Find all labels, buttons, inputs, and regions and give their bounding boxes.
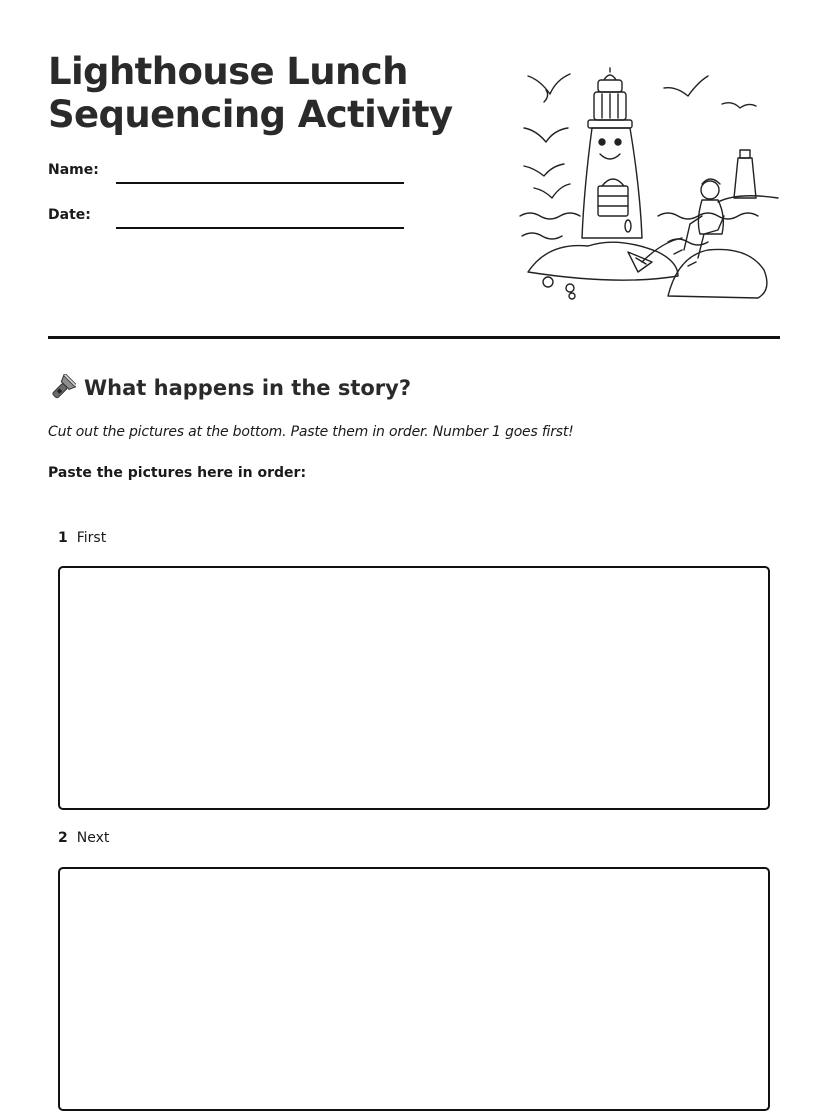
section-heading <box>48 372 411 404</box>
date-write-line[interactable] <box>116 227 404 229</box>
name-field[interactable] <box>48 160 404 190</box>
instructions: Cut out the pictures at the bottom. Paste them in order. Number 1 goes first! <box>48 424 574 440</box>
paste-box-1[interactable] <box>58 566 770 810</box>
rocks <box>528 242 767 299</box>
paste-box-2[interactable] <box>58 867 770 1111</box>
title-line-2: Sequencing Activity <box>48 93 453 136</box>
header-divider <box>48 336 780 339</box>
name-write-line[interactable] <box>116 182 404 184</box>
seagull-icon <box>524 74 756 198</box>
step-text: First <box>76 530 107 546</box>
lighthouse-character <box>582 68 642 238</box>
date-label: Date: <box>48 207 91 223</box>
distant-lighthouse <box>718 150 778 202</box>
lighthouse-illustration <box>518 66 780 302</box>
step-1-label <box>58 530 106 546</box>
date-field[interactable] <box>48 205 404 235</box>
step-number: 1 <box>58 530 68 546</box>
title-line-1: Lighthouse Lunch <box>48 50 408 93</box>
section-heading-text: What happens in the story? <box>84 376 412 400</box>
step-text: Next <box>76 830 110 846</box>
flashlight-icon <box>48 374 76 402</box>
basket <box>628 238 682 272</box>
page-title <box>48 50 452 136</box>
boy-character <box>674 179 724 266</box>
step-number: 2 <box>58 830 68 846</box>
name-label: Name: <box>48 162 99 178</box>
paste-heading: Paste the pictures here in order: <box>48 465 307 481</box>
step-2-label <box>58 830 109 846</box>
